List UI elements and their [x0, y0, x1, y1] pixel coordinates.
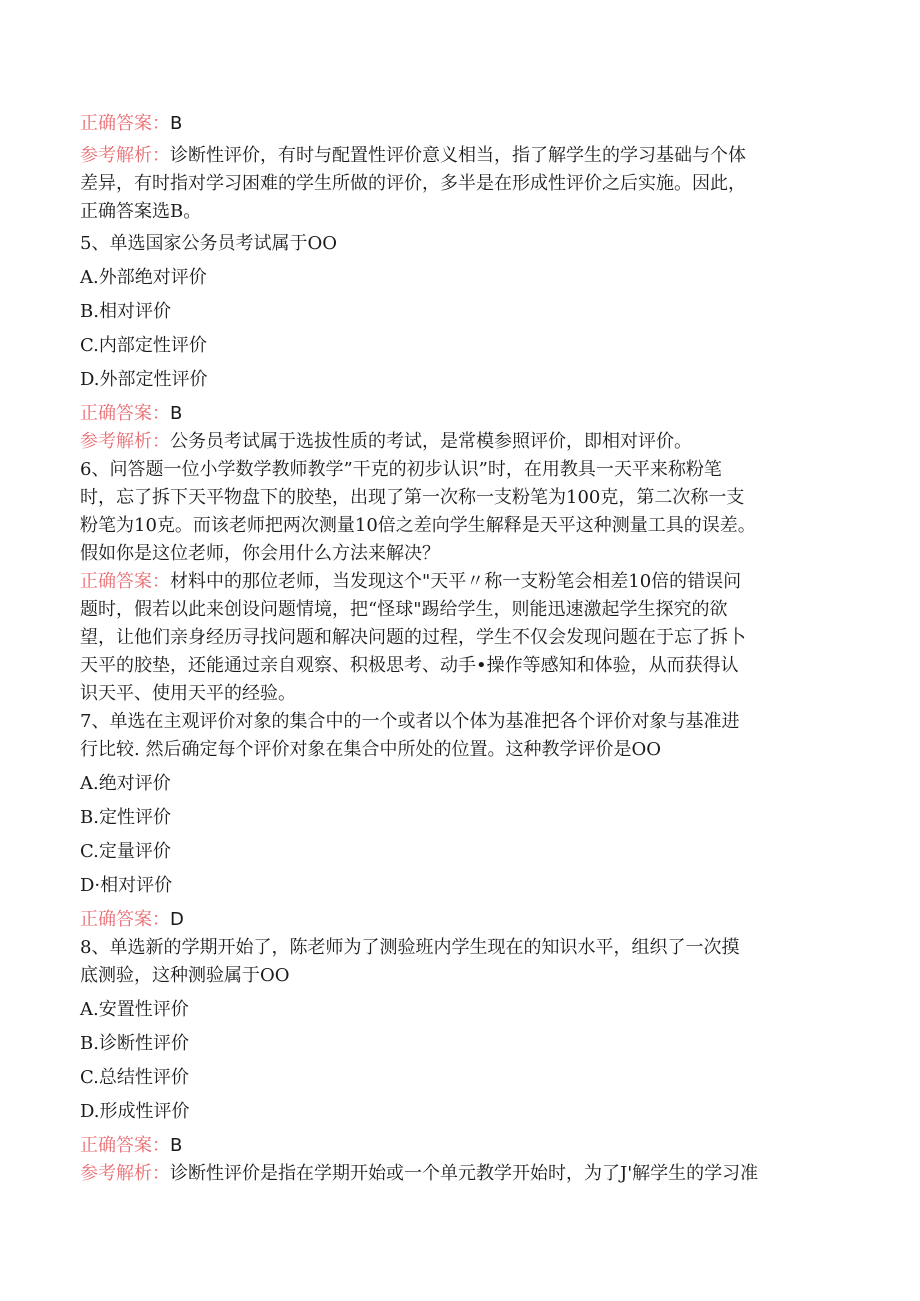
answer-label: 正确答案：	[80, 113, 170, 134]
option-a: A.绝对评价	[80, 773, 171, 794]
answer-text-cont: 题时，假若以此来创设问题情境，把“怪球"踢给学生，则能迅速激起学生探究的欲	[80, 599, 728, 620]
option-a: A.安置性评价	[80, 999, 189, 1020]
answer-label: 正确答案：	[80, 571, 170, 592]
analysis-text-cont: 差异，有时指对学习困难的学生所做的评价，多半是在形成性评价之后实施。因此，	[80, 173, 746, 194]
answer-text-cont: 识天平、使用天平的经验。	[80, 683, 296, 704]
question-stem-cont: 假如你是这位老师，你会用什么方法来解决？	[80, 543, 440, 564]
answer-label: 正确答案：	[80, 403, 170, 424]
question-stem-cont: 底测验，这种测验属于OO	[80, 965, 290, 986]
answer-line	[80, 110, 840, 138]
analysis-line	[80, 428, 840, 456]
analysis-line	[80, 142, 840, 170]
option-c: C.内部定性评价	[80, 335, 207, 356]
option-b: B.诊断性评价	[80, 1033, 189, 1054]
question-stem: 7、单选在主观评价对象的集合中的一个或者以个体为基准把各个评价对象与基准进	[80, 711, 740, 732]
answer-text: 材料中的那位老师，当发现这个"天平〃称一支粉笔会相差10倍的错误问	[170, 571, 742, 592]
option-b: B.定性评价	[80, 807, 171, 828]
option-d: D.形成性评价	[80, 1101, 190, 1122]
option-d: D.外部定性评价	[80, 369, 208, 390]
analysis-label: 参考解析：	[80, 1163, 170, 1184]
analysis-label: 参考解析：	[80, 145, 170, 166]
analysis-text: 诊断性评价，有时与配置性评价意义相当，指了解学生的学习基础与个体	[170, 145, 746, 166]
analysis-text: 诊断性评价是指在学期开始或一个单元教学开始时，为了J'解学生的学习准	[170, 1163, 759, 1184]
question-stem-cont: 粉笔为10克。而该老师把两次测量10倍之差向学生解释是天平这种测量工具的误差。	[80, 515, 756, 536]
document-page	[80, 110, 840, 1188]
question-stem-cont: 时，忘了拆下天平物盘下的胶垫，出现了第一次称一支粉笔为100克，第二次称一支	[80, 487, 745, 508]
question-stem: 6、问答题一位小学数学教师教学”干克的初步认识”时，在用教具一天平来称粉笔	[80, 459, 722, 480]
answer-label: 正确答案：	[80, 909, 170, 930]
question-stem: 5、单选国家公务员考试属于OO	[80, 233, 337, 254]
answer-line	[80, 906, 840, 934]
answer-line	[80, 568, 840, 596]
option-d: D·相对评价	[80, 875, 173, 896]
option-c: C.定量评价	[80, 841, 171, 862]
answer-value: B	[170, 403, 183, 424]
answer-text-cont: 望，让他们亲身经历寻找问题和解决问题的过程，学生不仅会发现问题在于忘了拆卜	[80, 627, 746, 648]
option-a: A.外部绝对评价	[80, 267, 207, 288]
answer-value: B	[170, 1135, 183, 1156]
answer-label: 正确答案：	[80, 1135, 170, 1156]
option-b: B.相对评价	[80, 301, 171, 322]
answer-line	[80, 400, 840, 428]
question-stem: 8、单选新的学期开始了，陈老师为了测验班内学生现在的知识水平，组织了一次摸	[80, 937, 740, 958]
answer-text-cont: 天平的胶垫，还能通过亲自观察、积极思考、动手•操作等感知和体验，从而获得认	[80, 655, 739, 676]
answer-line	[80, 1132, 840, 1160]
analysis-line	[80, 1160, 840, 1188]
option-c: C.总结性评价	[80, 1067, 189, 1088]
analysis-label: 参考解析：	[80, 431, 170, 452]
answer-value: B	[170, 113, 183, 134]
answer-value: D	[170, 909, 184, 930]
analysis-text: 公务员考试属于选拔性质的考试，是常模参照评价，即相对评价。	[170, 431, 692, 452]
analysis-text-cont: 正确答案选B。	[80, 201, 202, 222]
question-stem-cont: 行比较. 然后确定每个评价对象在集合中所处的位置。这种教学评价是OO	[80, 739, 661, 760]
